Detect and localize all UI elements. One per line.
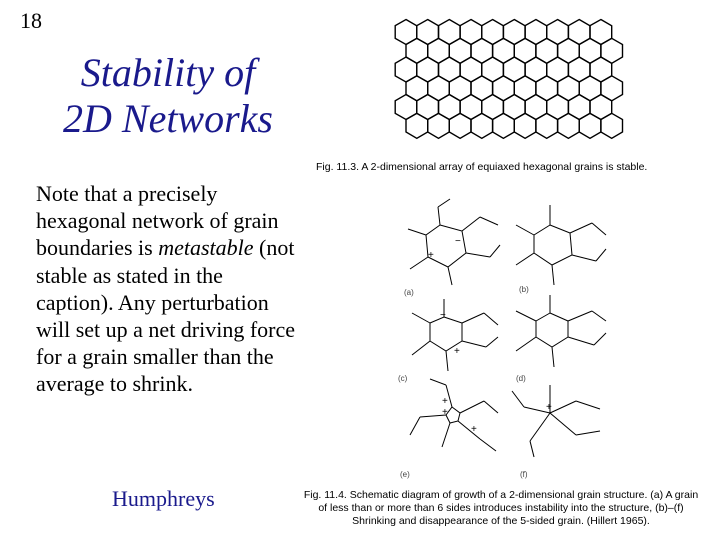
slide-number: 18	[20, 8, 42, 33]
hexagonal-grain	[428, 113, 450, 138]
body-paragraph	[36, 180, 298, 398]
panel-d-grains	[516, 295, 606, 367]
panel-label-d: (d)	[516, 374, 526, 383]
panel-f-grains	[512, 385, 600, 457]
body-text-part2: (not stable as stated in the caption). Any perturbation will set up a net driving force for a grain smaller than the average to shrink.	[36, 235, 296, 397]
hexagonal-grain	[449, 113, 471, 138]
plus-sign-c: +	[454, 346, 460, 357]
fig-11-4-caption-line-3: Shrinking and disappearance of the 5-sided grain. (Hillert 1965).	[352, 515, 650, 527]
title-line-2: 2D Networks	[63, 96, 273, 141]
slide-title	[38, 50, 298, 142]
hexagonal-grain-array	[396, 20, 678, 150]
fig-11-4-caption-line-1: Fig. 11.4. Schematic diagram of growth of a 2-dimensional grain structure. (a) A grain	[303, 489, 699, 501]
panel-label-c: (c)	[398, 374, 408, 383]
panel-b-grains	[516, 205, 606, 285]
minus-sign-c: −	[440, 310, 446, 321]
body-text-part1: Note that a precisely hexagonal network of grain boundaries is	[36, 181, 279, 261]
plus-sign-a: +	[428, 250, 434, 261]
plus-sign-f: +	[546, 402, 552, 413]
panel-label-e: (e)	[400, 470, 410, 479]
panel-label-a: (a)	[404, 288, 414, 297]
grain-growth-panels	[400, 195, 620, 475]
panel-c-grains	[412, 299, 498, 371]
panel-a-grains	[408, 199, 500, 285]
plus-sign-e3: +	[471, 424, 477, 435]
minus-sign-a: −	[455, 236, 461, 247]
hexagonal-grain	[579, 113, 601, 138]
panel-label-f: (f)	[520, 470, 528, 479]
fig-11-3-caption: Fig. 11.3. A 2-dimensional array of equiaxed hexagonal grains is stable.	[316, 161, 648, 173]
title-line-1: Stability of	[80, 50, 256, 95]
panel-e-grains	[410, 379, 498, 451]
plus-sign-e1: +	[442, 396, 448, 407]
hexagonal-grain	[493, 113, 515, 138]
hexagonal-grain	[514, 113, 536, 138]
plus-sign-e2: +	[442, 407, 448, 418]
credit-text: Humphreys	[112, 486, 215, 511]
hexagonal-grain	[406, 113, 428, 138]
panel-label-b: (b)	[519, 285, 529, 294]
hexagonal-grain	[471, 113, 493, 138]
hexagonal-grain	[601, 113, 623, 138]
hexagonal-grain	[558, 113, 580, 138]
fig-11-4-caption	[286, 489, 716, 528]
fig-11-4-caption-line-2: of less than or more than 6 sides introduces instability into the structure, (b)–(f)	[318, 502, 684, 514]
body-text-italic: metastable	[158, 235, 254, 261]
hexagonal-grain	[536, 113, 558, 138]
